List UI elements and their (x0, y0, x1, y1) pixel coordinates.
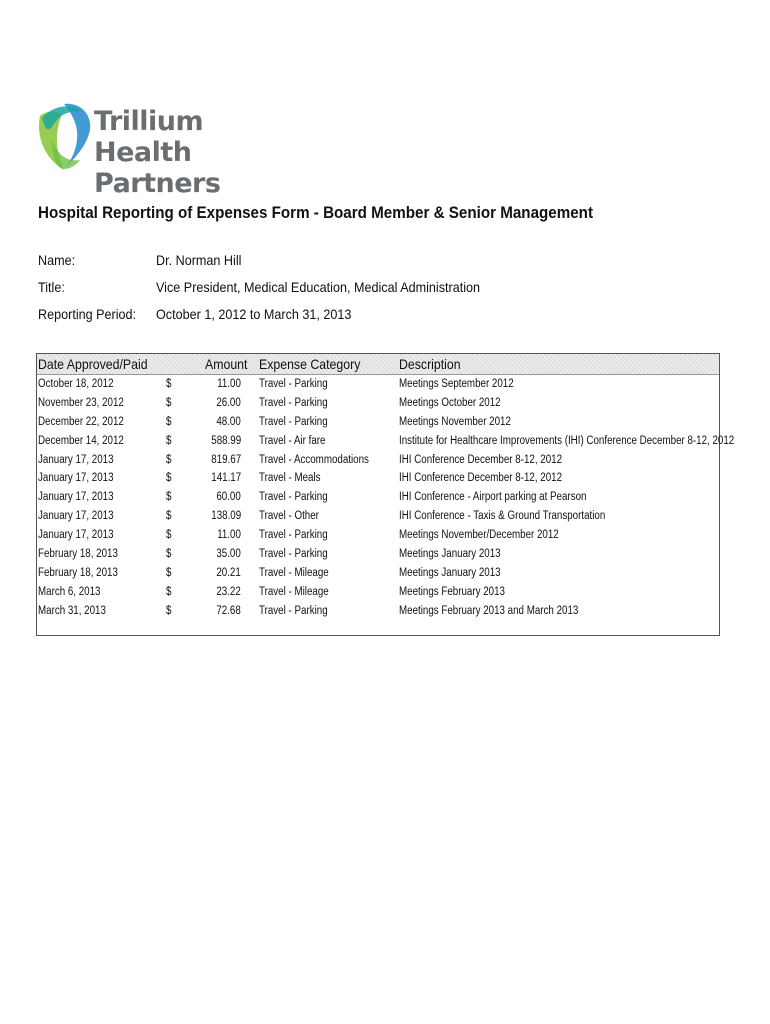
cell-date: December 14, 2012 (38, 434, 124, 447)
title-value: Vice President, Medical Education, Medical Administration (156, 279, 481, 295)
cell-category: Travel - Meals (259, 472, 321, 485)
cell-date: November 23, 2012 (38, 396, 124, 409)
cell-description: Meetings February 2013 and March 2013 (399, 604, 579, 617)
header-category: Expense Category (259, 356, 361, 372)
cell-description: Meetings October 2012 (399, 396, 501, 409)
table-row (37, 395, 719, 414)
cell-currency: $ (166, 434, 172, 447)
cell-category: Travel - Accommodations (259, 453, 369, 466)
table-row (37, 414, 719, 433)
cell-date: January 17, 2013 (38, 529, 114, 542)
cell-currency: $ (166, 491, 172, 504)
cell-date: January 17, 2013 (38, 472, 114, 485)
cell-description: Meetings February 2013 (399, 585, 505, 598)
cell-category: Travel - Air fare (259, 434, 326, 447)
table-row (37, 527, 719, 546)
table-row (37, 452, 719, 471)
table-row (37, 433, 735, 452)
table-body (37, 376, 735, 622)
cell-amount: 138.09 (211, 510, 241, 523)
table-row (37, 470, 719, 489)
table-row (37, 489, 719, 508)
period-label: Reporting Period: (38, 306, 137, 322)
cell-amount: 588.99 (211, 434, 241, 447)
title-label: Title: (38, 279, 65, 295)
header-date: Date Approved/Paid (38, 356, 148, 372)
table-row (37, 603, 719, 622)
name-label: Name: (38, 252, 76, 268)
cell-category: Travel - Mileage (259, 566, 329, 579)
trillium-logo (34, 96, 254, 199)
cell-date: January 17, 2013 (38, 491, 114, 504)
cell-currency: $ (166, 604, 172, 617)
cell-description: IHI Conference December 8-12, 2012 (399, 472, 563, 485)
cell-description: IHI Conference - Airport parking at Pearson (399, 491, 587, 504)
cell-description: Meetings January 2013 (399, 548, 501, 561)
cell-category: Travel - Parking (259, 415, 328, 428)
name-value: Dr. Norman Hill (156, 252, 242, 268)
cell-currency: $ (166, 378, 172, 390)
cell-category: Travel - Parking (259, 378, 328, 390)
cell-description: IHI Conference December 8-12, 2012 (399, 453, 563, 466)
table-row (37, 546, 719, 565)
cell-description: IHI Conference - Taxis & Ground Transportation (399, 510, 606, 523)
cell-amount: 72.68 (216, 604, 241, 617)
cell-date: March 31, 2013 (38, 604, 106, 617)
cell-currency: $ (166, 585, 172, 598)
cell-date: February 18, 2013 (38, 566, 118, 579)
logo-line-1: Trillium (94, 106, 204, 137)
cell-category: Travel - Parking (259, 529, 328, 542)
cell-category: Travel - Parking (259, 548, 328, 561)
cell-currency: $ (166, 472, 172, 485)
header-description: Description (399, 356, 461, 372)
cell-amount: 23.22 (216, 585, 241, 598)
cell-currency: $ (166, 396, 172, 409)
cell-amount: 819.67 (211, 453, 241, 466)
cell-currency: $ (166, 415, 172, 428)
table-row (37, 508, 719, 527)
cell-date: October 18, 2012 (38, 378, 114, 390)
trillium-leaf-icon (34, 96, 94, 186)
logo-line-2: Health Partners (94, 137, 221, 199)
cell-category: Travel - Parking (259, 491, 328, 504)
table-row (37, 565, 719, 584)
cell-amount: 35.00 (216, 548, 241, 561)
table-row (37, 376, 719, 395)
cell-amount: 141.17 (211, 472, 241, 485)
cell-date: February 18, 2013 (38, 548, 118, 561)
header-amount: Amount (205, 356, 248, 372)
cell-date: January 17, 2013 (38, 453, 114, 466)
cell-amount: 60.00 (216, 491, 241, 504)
cell-amount: 20.21 (216, 566, 241, 579)
cell-amount: 26.00 (216, 396, 241, 409)
cell-category: Travel - Other (259, 510, 319, 523)
cell-amount: 11.00 (217, 529, 241, 542)
cell-date: March 6, 2013 (38, 585, 101, 598)
cell-description: Meetings September 2012 (399, 378, 514, 390)
cell-description: Meetings January 2013 (399, 566, 501, 579)
cell-currency: $ (166, 510, 172, 523)
cell-currency: $ (166, 548, 172, 561)
form-title: Hospital Reporting of Expenses Form - Board Member & Senior Management (38, 204, 594, 222)
cell-currency: $ (166, 566, 172, 579)
expenses-table (36, 353, 735, 636)
cell-amount: 11.00 (217, 378, 241, 390)
cell-description: Meetings November/December 2012 (399, 529, 559, 542)
cell-date: December 22, 2012 (38, 415, 124, 428)
cell-amount: 48.00 (216, 415, 241, 428)
cell-category: Travel - Parking (259, 396, 328, 409)
cell-currency: $ (166, 453, 172, 466)
cell-description: Meetings November 2012 (399, 415, 511, 428)
table-row (37, 584, 719, 603)
cell-currency: $ (166, 529, 172, 542)
table-header (37, 354, 719, 375)
cell-category: Travel - Parking (259, 604, 328, 617)
cell-date: January 17, 2013 (38, 510, 114, 523)
period-value: October 1, 2012 to March 31, 2013 (156, 306, 352, 322)
cell-description: Institute for Healthcare Improvements (IHI) Conference December 8-12, 2012 (399, 434, 735, 447)
cell-category: Travel - Mileage (259, 585, 329, 598)
